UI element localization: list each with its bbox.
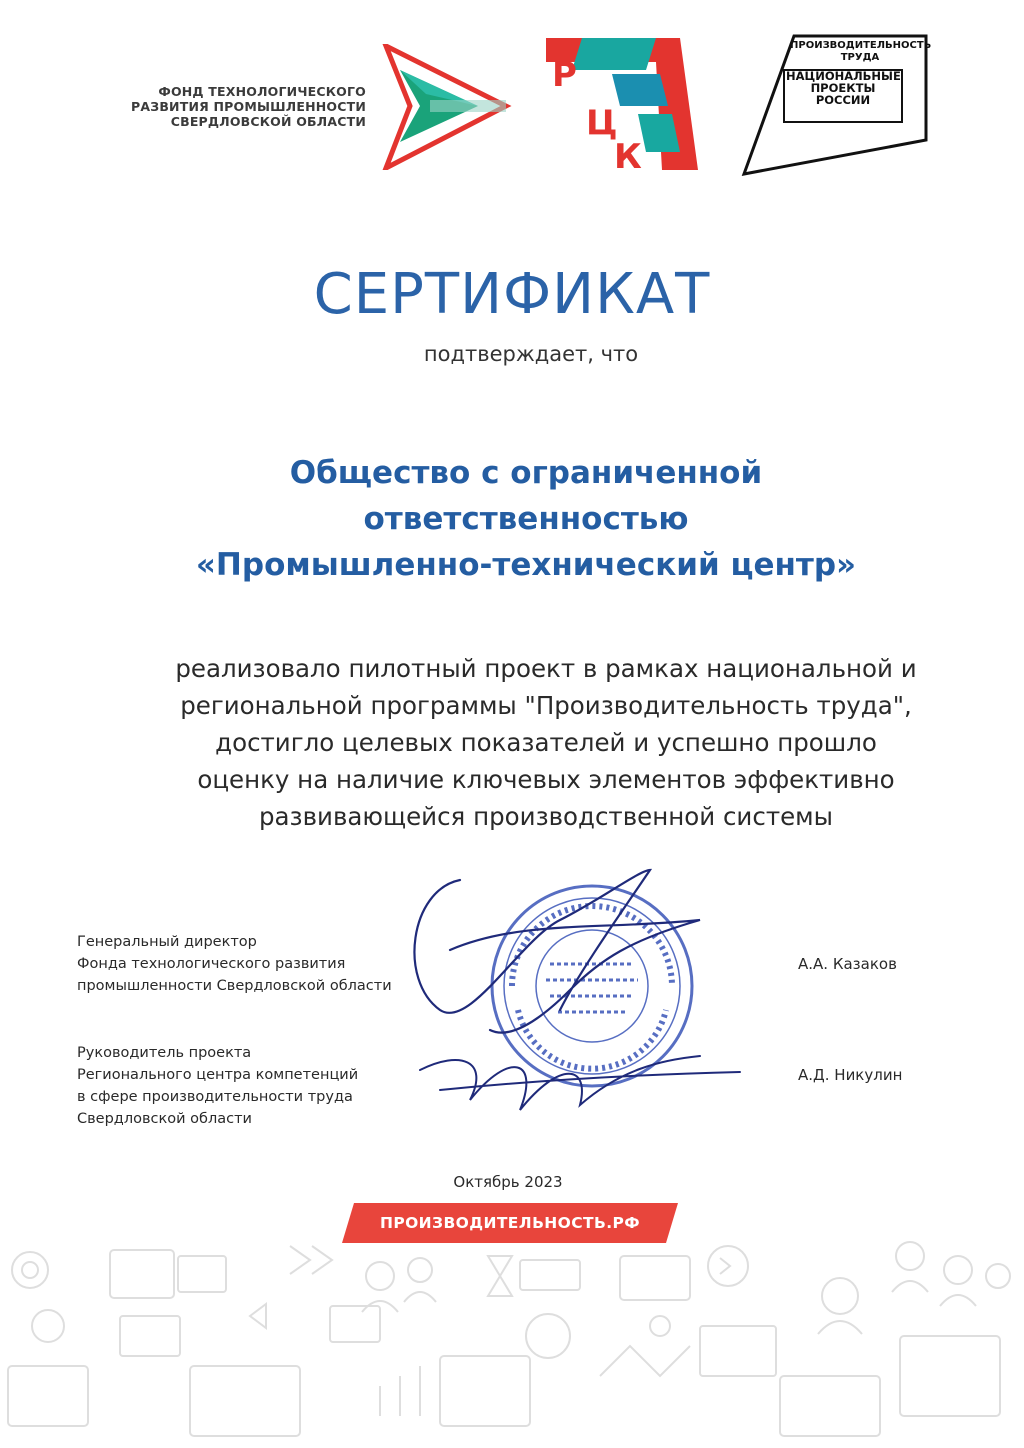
signatory-1-line-1: Генеральный директор [77, 934, 257, 950]
body-line-3: достигло целевых показателей и успешно прошло [215, 728, 877, 757]
signatory-2-line-2: Регионального центра компетенций [77, 1067, 359, 1083]
organization-name [40, 450, 1012, 588]
organization-line-1: Общество с ограниченной [289, 455, 763, 491]
signatory-2-line-1: Руководитель проекта [77, 1045, 252, 1061]
np-caption-line-2: ТРУДА [840, 52, 880, 63]
organization-line-3: «Промышленно-технический центр» [195, 547, 857, 583]
certificate-body [40, 650, 1024, 835]
national-projects-box [786, 70, 900, 106]
signatory-1-name: А.А. Казаков [798, 955, 897, 973]
signatory-2-position [77, 1042, 358, 1130]
rck-letter-r: Р [552, 55, 577, 95]
national-projects-caption [790, 40, 930, 64]
np-box-line-2: ПРОЕКТЫ [810, 81, 876, 95]
body-line-4: оценку на наличие ключевых элементов эффективно [197, 765, 895, 794]
signatory-2-name: А.Д. Никулин [798, 1066, 903, 1084]
stamp-and-signatures-icon [400, 860, 760, 1140]
arrow-chevron-logo-icon [382, 44, 512, 170]
fund-logo-line-3: СВЕРДЛОВСКОЙ ОБЛАСТИ [170, 114, 366, 129]
body-line-5: развивающейся производственной системы [258, 802, 833, 831]
rck-letter-k: К [614, 137, 642, 174]
signatory-1-line-2: Фонда технологического развития [77, 956, 346, 972]
rck-logo-icon [542, 34, 702, 174]
np-caption-line-1: ПРОИЗВОДИТЕЛЬНОСТЬ [790, 40, 932, 51]
body-line-1: реализовало пилотный проект в рамках национальной и [175, 654, 917, 683]
np-box-line-1: НАЦИОНАЛЬНЫЕ [786, 69, 901, 83]
round-stamp-icon [492, 886, 692, 1086]
np-box-line-3: РОССИИ [815, 93, 871, 107]
rck-letter-c: Ц [586, 103, 618, 143]
organization-line-2: ответственностью [363, 501, 689, 537]
site-link[interactable]: ПРОИЗВОДИТЕЛЬНОСТЬ.РФ [379, 1214, 641, 1232]
confirms-text: подтверждает, что [423, 342, 639, 366]
fund-logo-caption [90, 84, 366, 129]
signatory-2-line-4: Свердловской области [77, 1111, 252, 1127]
signatory-2-line-3: в сфере производительности труда [77, 1089, 353, 1105]
issue-date: Октябрь 2023 [453, 1173, 563, 1191]
signatory-1-position [77, 931, 392, 997]
signatory-1-line-3: промышленности Свердловской области [77, 978, 392, 994]
decorative-footer-pattern-icon [0, 1216, 1024, 1448]
fund-logo-line-1: ФОНД ТЕХНОЛОГИЧЕСКОГО [158, 84, 366, 99]
signature-kazakov-icon [414, 870, 700, 1033]
certificate-title: СЕРТИФИКАТ [313, 262, 711, 327]
fund-logo-line-2: РАЗВИТИЯ ПРОМЫШЛЕННОСТИ [131, 99, 366, 114]
body-line-2: региональной программы "Производительность труда", [180, 691, 912, 720]
signature-nikulin-icon [420, 1056, 740, 1110]
